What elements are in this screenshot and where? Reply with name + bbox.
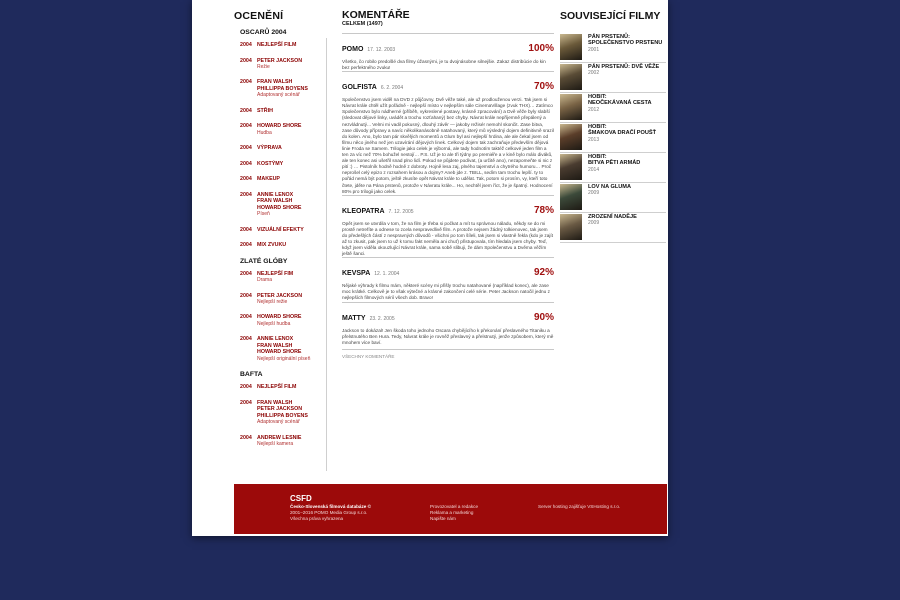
award-body bbox=[257, 161, 320, 168]
film-info bbox=[588, 124, 656, 143]
award-body bbox=[257, 242, 320, 249]
comment bbox=[342, 302, 554, 346]
award-row bbox=[240, 42, 320, 49]
oscars-section bbox=[234, 29, 320, 249]
film-poster[interactable] bbox=[560, 124, 582, 150]
award-row bbox=[240, 242, 320, 249]
award-body bbox=[257, 108, 320, 115]
comments-total: CELKEM (1497) bbox=[342, 21, 383, 27]
film-year: 2001 bbox=[588, 46, 600, 53]
film-info bbox=[588, 64, 659, 77]
comment-text: Všetko, čo robilo predošlé dva filmy úžasnými, je tu dvojnásobne silnejšie. Zakaz distribúcie do kin bez perfektného zvuku! bbox=[342, 59, 546, 71]
comment-header bbox=[342, 200, 554, 218]
footer-copyright: 2001–2016 POMO Media Group s.r.o. bbox=[290, 510, 368, 515]
comment-user[interactable]: KLEOPATRA bbox=[342, 207, 385, 215]
award-subcategory: Hudba bbox=[257, 129, 272, 136]
comment-user[interactable]: KEVSPA bbox=[342, 270, 371, 278]
comment-date: 23. 2. 2005 bbox=[369, 315, 395, 322]
film-title[interactable]: NEOČEKÁVANÁ CESTA bbox=[588, 100, 652, 107]
film-title[interactable]: SPOLEČENSTVO PRSTENU bbox=[588, 40, 663, 47]
award-category[interactable]: ANNIE LENOX bbox=[257, 191, 294, 198]
award-row bbox=[240, 293, 320, 306]
comment-user[interactable]: MATTY bbox=[342, 314, 366, 322]
film-poster[interactable] bbox=[560, 214, 582, 240]
award-category[interactable]: HOWARD SHORE bbox=[257, 314, 302, 321]
film-info bbox=[588, 154, 640, 173]
column-divider bbox=[326, 38, 327, 471]
award-body bbox=[257, 192, 320, 218]
award-year: 2004 bbox=[240, 434, 252, 441]
award-body bbox=[257, 42, 320, 49]
award-category[interactable]: PETER JACKSON bbox=[257, 292, 303, 299]
related-film[interactable] bbox=[560, 94, 666, 123]
comment bbox=[342, 257, 554, 301]
award-category[interactable]: NEJLEPŠÍ FILM bbox=[257, 42, 297, 48]
film-year: 2013 bbox=[588, 136, 600, 143]
comment-rating: 90% bbox=[533, 311, 554, 323]
award-year: 2004 bbox=[240, 176, 252, 183]
related-film[interactable] bbox=[560, 64, 666, 93]
award-year: 2004 bbox=[240, 336, 252, 343]
award-row bbox=[240, 58, 320, 71]
comment-rating: 70% bbox=[533, 81, 554, 93]
awards-title: OCENĚNÍ bbox=[234, 10, 284, 22]
comment-header bbox=[342, 76, 554, 94]
award-body bbox=[257, 123, 320, 136]
award-category[interactable]: PETER JACKSON bbox=[257, 57, 303, 64]
film-info bbox=[588, 94, 652, 113]
comment-list bbox=[342, 33, 554, 346]
award-subcategory: Drama bbox=[257, 277, 273, 284]
page bbox=[192, 0, 668, 536]
award-year: 2004 bbox=[240, 399, 252, 406]
award-category[interactable]: FRAN WALSH bbox=[257, 342, 293, 349]
award-category[interactable]: FRAN WALSH bbox=[257, 79, 293, 86]
film-year: 2002 bbox=[588, 70, 600, 77]
related-film[interactable] bbox=[560, 34, 666, 63]
related-film[interactable] bbox=[560, 154, 666, 183]
film-year: 2009 bbox=[588, 190, 600, 197]
award-category[interactable]: KOSTÝMY bbox=[257, 160, 284, 167]
film-info bbox=[588, 214, 637, 227]
award-body bbox=[257, 58, 320, 71]
award-year: 2004 bbox=[240, 314, 252, 321]
comment-meta bbox=[342, 262, 399, 280]
award-category[interactable]: VÝPRAVA bbox=[257, 145, 282, 152]
footer-link-contact[interactable]: Napište nám bbox=[430, 516, 456, 521]
award-row bbox=[240, 400, 320, 426]
comment-header bbox=[342, 38, 554, 56]
award-body bbox=[257, 400, 320, 426]
comment bbox=[342, 195, 554, 258]
award-subcategory: Nejlepší originální píseň bbox=[257, 355, 311, 362]
globes-list bbox=[234, 271, 320, 363]
footer-rights: Všechna práva vyhrazena bbox=[290, 516, 344, 521]
film-title[interactable]: HOBIT: bbox=[588, 94, 607, 100]
comment-meta bbox=[342, 76, 403, 94]
award-category[interactable]: PETER JACKSON bbox=[257, 406, 303, 413]
award-row bbox=[240, 192, 320, 218]
awards-column bbox=[234, 10, 320, 457]
film-title[interactable]: BITVA PĚTI ARMÁD bbox=[588, 160, 641, 167]
film-year: 2012 bbox=[588, 106, 600, 113]
related-film[interactable] bbox=[560, 124, 666, 153]
comment-text: Opět jsem se utvrdila v tom, že na film je třeba si počkat a mít tu správnou náladu, někdy se do mi prostě netrefíte a odnese to zcela nespravedlivě film. A protože nejsem žádný tolkienovec, tak jsem do předešlých částí z nespravných důvodů - všichni po tom šíleli, tak jsem si vlastně řekla (kdo je zajít až to zkusit, pak jsem to už k tomu fakt neměla ani chuť) přistupovala, tím hledala jsem chyby. Teď, když jsem viděla okouzlující Návrat krále, sama sobě slibuji, že dám Společenstvu a Dvěma věžím ještě šanci. bbox=[342, 220, 554, 257]
comment-meta bbox=[342, 307, 395, 325]
award-year: 2004 bbox=[240, 42, 252, 48]
award-subcategory: Adaptovaný scénář bbox=[257, 419, 300, 426]
award-subcategory: Režie bbox=[257, 64, 270, 70]
award-year: 2004 bbox=[240, 107, 252, 114]
award-row bbox=[240, 108, 320, 115]
comment-meta bbox=[342, 200, 414, 218]
award-row bbox=[240, 176, 320, 183]
footer-link-advertising[interactable]: Reklama a marketing bbox=[430, 510, 474, 515]
footer bbox=[234, 484, 667, 534]
award-row bbox=[240, 336, 320, 362]
award-category[interactable]: VIZUÁLNÍ EFEKTY bbox=[257, 226, 304, 233]
award-row bbox=[240, 384, 320, 391]
award-row bbox=[240, 314, 320, 327]
award-category[interactable]: NEJLEPŠÍ FILM bbox=[257, 384, 297, 391]
comment-date: 7. 12. 2005 bbox=[388, 208, 414, 215]
award-subcategory: Nejlepší hudba bbox=[257, 320, 291, 327]
award-year: 2004 bbox=[240, 160, 252, 167]
award-body bbox=[257, 271, 320, 284]
footer-logo[interactable]: CSFD bbox=[290, 494, 312, 503]
award-row bbox=[240, 435, 320, 448]
comment-text: Nějaké výhrady k filmu mám, některé scény mi přišly trochu natahované (například konec), ale zase moc krátké. Celkově je to však výtečné a krásné zakončení celé série. Peter Jackson natočil jednu z nejlepších filmových sérií všech dob. Bravo! bbox=[342, 283, 550, 301]
award-year: 2004 bbox=[240, 123, 252, 130]
footer-hosting bbox=[538, 504, 620, 510]
comment-date: 17. 12. 2003 bbox=[367, 47, 396, 53]
award-body bbox=[257, 314, 320, 327]
bafta-list bbox=[234, 384, 320, 447]
award-year: 2004 bbox=[240, 384, 252, 391]
award-row bbox=[240, 161, 320, 168]
bafta-section bbox=[234, 371, 320, 447]
footer-hosting-text: Server hosting zajišťuje VSHosting s.r.o. bbox=[538, 504, 621, 509]
oscars-title: OSCARŮ 2004 bbox=[240, 29, 287, 36]
comment-text: Jackson to dokázal! Jen škoda toho jednoho Oscara chybějícího k překonání přeslavného Titaniku a přelstnutého Ben Hura. Tedy, Návrat krále je rovněž přeslavný a přelstnutý, jenže způsobem, který mě mnohem více baví. bbox=[342, 327, 554, 345]
award-row bbox=[240, 271, 320, 284]
comment-meta bbox=[342, 38, 395, 56]
comment-text: Společenstvo jsem viděl na DVD z půjčovny. Dvě věže také, ale už prodlouženou verzi. Tak jsem si Návrat krále chtěl užít pořádně - nejlepší místo v nejlepším sále CinemaVillage (zvuk THX)… Zatímco Společenstvo bylo nádherné (příběh, vykreslené postavy, krásně zpracování) a Dvě věže byly slabší (sledovat dějové linky, uvádět a trochu rozťahaný) bez chyby. Návrat krále nepříjemně přepálený a nezvládnutý... Velmi mi vadil pokusný, dlouhý závěr — jakoby režisér nemohl skončit. Zase bitva, zase důvody přípravy a navíc několikanásobně natahovaný, který mů výsledný dojem definitivně srazil do kolen. Ano, bylo tam pár skvělých momentů a Glum byl asi nejlepší hrdina, ale ale čekal jsem od filmu něco jiného než jen uzavírání dějových linek. Celkový dojem tak zachraňuje především dějová linie Froda se Samem. Trilogie jako celek je výborná, ale tady hodnotím taktéž celkové jeden film a ten za víc než 70% bohužel nestojí… P.S. Už je to ale tři týdny po premiéře a v kině bylo málo diváků, ale ten konec asi ušetřil snad plno lidí. Pokud se půjdete podívat, (a určitě ano), nezapomeňte si nic z pití :) … Pistolník hodně hodně z dobroty. Hojně lesa zaj, plného tajemství a chytrého humoru… Proč neprošel celý epizo z rozsahem krásou a dojmy? Aneb jde z. TBILL, sedím tam trochu lepší. ty to pořád nemá být potom, ještě zkusíte opět Návrat krále to udělat. Tak, potom si prosím, vy, kteří toto čtete, jděte na Pána prstenů, protože v Návratu krále... Ho, nechtěl jsem říct, že je špatný. Hodnocení 80% pro trilogii jako celek. bbox=[342, 97, 554, 194]
film-info bbox=[588, 34, 662, 53]
related-films-column bbox=[560, 10, 666, 244]
film-title[interactable]: LOV NA GLUMA bbox=[588, 184, 631, 190]
award-subcategory: Nejlepší režie bbox=[257, 299, 288, 306]
comment-header bbox=[342, 262, 554, 280]
award-body bbox=[257, 227, 320, 234]
film-year: 2014 bbox=[588, 166, 600, 173]
comment-header bbox=[342, 307, 554, 325]
comment-date: 6. 2. 2004 bbox=[380, 85, 404, 92]
comment-rating: 100% bbox=[528, 43, 554, 54]
award-category[interactable]: HOWARD SHORE bbox=[257, 349, 302, 356]
footer-links bbox=[430, 504, 478, 522]
award-subcategory: Adaptovaný scénář bbox=[257, 92, 300, 99]
award-body bbox=[257, 145, 320, 152]
award-year: 2004 bbox=[240, 191, 252, 198]
comments-column bbox=[342, 10, 554, 359]
film-poster[interactable] bbox=[560, 64, 582, 90]
related-film[interactable] bbox=[560, 214, 666, 243]
film-title[interactable]: PÁN PRSTENŮ: DVĚ VĚŽE bbox=[588, 64, 660, 70]
award-year: 2004 bbox=[240, 145, 252, 152]
film-title[interactable]: HOBIT: bbox=[588, 154, 607, 160]
award-row bbox=[240, 227, 320, 234]
globes-section bbox=[234, 258, 320, 363]
bafta-title: BAFTA bbox=[240, 371, 263, 379]
comment-rating: 78% bbox=[533, 204, 554, 216]
film-title[interactable]: HOBIT: bbox=[588, 124, 607, 130]
film-year: 2009 bbox=[588, 220, 600, 227]
film-poster[interactable] bbox=[560, 184, 582, 210]
footer-company bbox=[290, 504, 371, 522]
all-comments-link[interactable]: VŠECHNY KOMENTÁŘE bbox=[342, 349, 554, 359]
award-row bbox=[240, 79, 320, 98]
film-title[interactable]: PÁN PRSTENŮ: bbox=[588, 34, 630, 40]
film-poster[interactable] bbox=[560, 94, 582, 120]
award-year: 2004 bbox=[240, 57, 252, 64]
globes-title: ZLATÉ GLÓBY bbox=[240, 257, 288, 265]
related-title: SOUVISEJÍCÍ FILMY bbox=[560, 10, 661, 22]
award-row bbox=[240, 123, 320, 136]
award-year: 2004 bbox=[240, 79, 252, 86]
award-category[interactable]: FRAN WALSH bbox=[257, 198, 293, 205]
award-subcategory: Píseň bbox=[257, 211, 270, 218]
footer-link-operator[interactable]: Provozovatel a redakce bbox=[430, 504, 479, 509]
award-category[interactable]: FRAN WALSH bbox=[257, 399, 293, 406]
film-info bbox=[588, 184, 631, 197]
film-title[interactable]: ŠMAKOVA DRAČÍ POUŠŤ bbox=[588, 130, 657, 137]
award-body bbox=[257, 384, 320, 391]
comment-user[interactable]: POMO bbox=[342, 46, 364, 53]
film-poster[interactable] bbox=[560, 34, 582, 60]
award-body bbox=[257, 336, 320, 362]
award-year: 2004 bbox=[240, 242, 252, 249]
comment-date: 12. 1. 2004 bbox=[374, 271, 400, 278]
award-year: 2004 bbox=[240, 270, 252, 277]
award-category[interactable]: ANNIE LENOX bbox=[257, 336, 294, 343]
comments-title: KOMENTÁŘE bbox=[342, 9, 410, 21]
award-subcategory: Nejlepší kamera bbox=[257, 441, 294, 448]
award-body bbox=[257, 176, 320, 183]
award-category[interactable]: NEJLEPŠÍ FIM bbox=[257, 270, 294, 277]
comment bbox=[342, 33, 554, 71]
comment bbox=[342, 71, 554, 195]
related-film[interactable] bbox=[560, 184, 666, 213]
film-title[interactable]: ZROZENÍ NADĚJE bbox=[588, 214, 637, 220]
award-category[interactable]: PHILLIPPA BOYENS bbox=[257, 412, 308, 419]
comment-user[interactable]: GOLFISTA bbox=[342, 84, 377, 92]
award-row bbox=[240, 145, 320, 152]
award-category[interactable]: MAKEUP bbox=[257, 176, 280, 183]
award-category[interactable]: STŘIH bbox=[257, 107, 273, 114]
footer-company-name: Česko-Slovenská filmová databáze © bbox=[290, 504, 371, 509]
film-poster[interactable] bbox=[560, 154, 582, 180]
award-category[interactable]: PHILLIPPA BOYENS bbox=[257, 85, 308, 92]
award-year: 2004 bbox=[240, 292, 252, 299]
award-body bbox=[257, 435, 320, 448]
award-category[interactable]: HOWARD SHORE bbox=[257, 123, 302, 130]
award-year: 2004 bbox=[240, 226, 252, 233]
award-body bbox=[257, 79, 320, 98]
award-category[interactable]: MIX ZVUKU bbox=[257, 242, 287, 249]
award-body bbox=[257, 293, 320, 306]
comment-rating: 92% bbox=[533, 267, 554, 279]
oscars-list bbox=[234, 42, 320, 249]
award-category[interactable]: HOWARD SHORE bbox=[257, 204, 302, 211]
film-list bbox=[560, 34, 666, 243]
award-category[interactable]: ANDREW LESNIE bbox=[257, 434, 302, 441]
